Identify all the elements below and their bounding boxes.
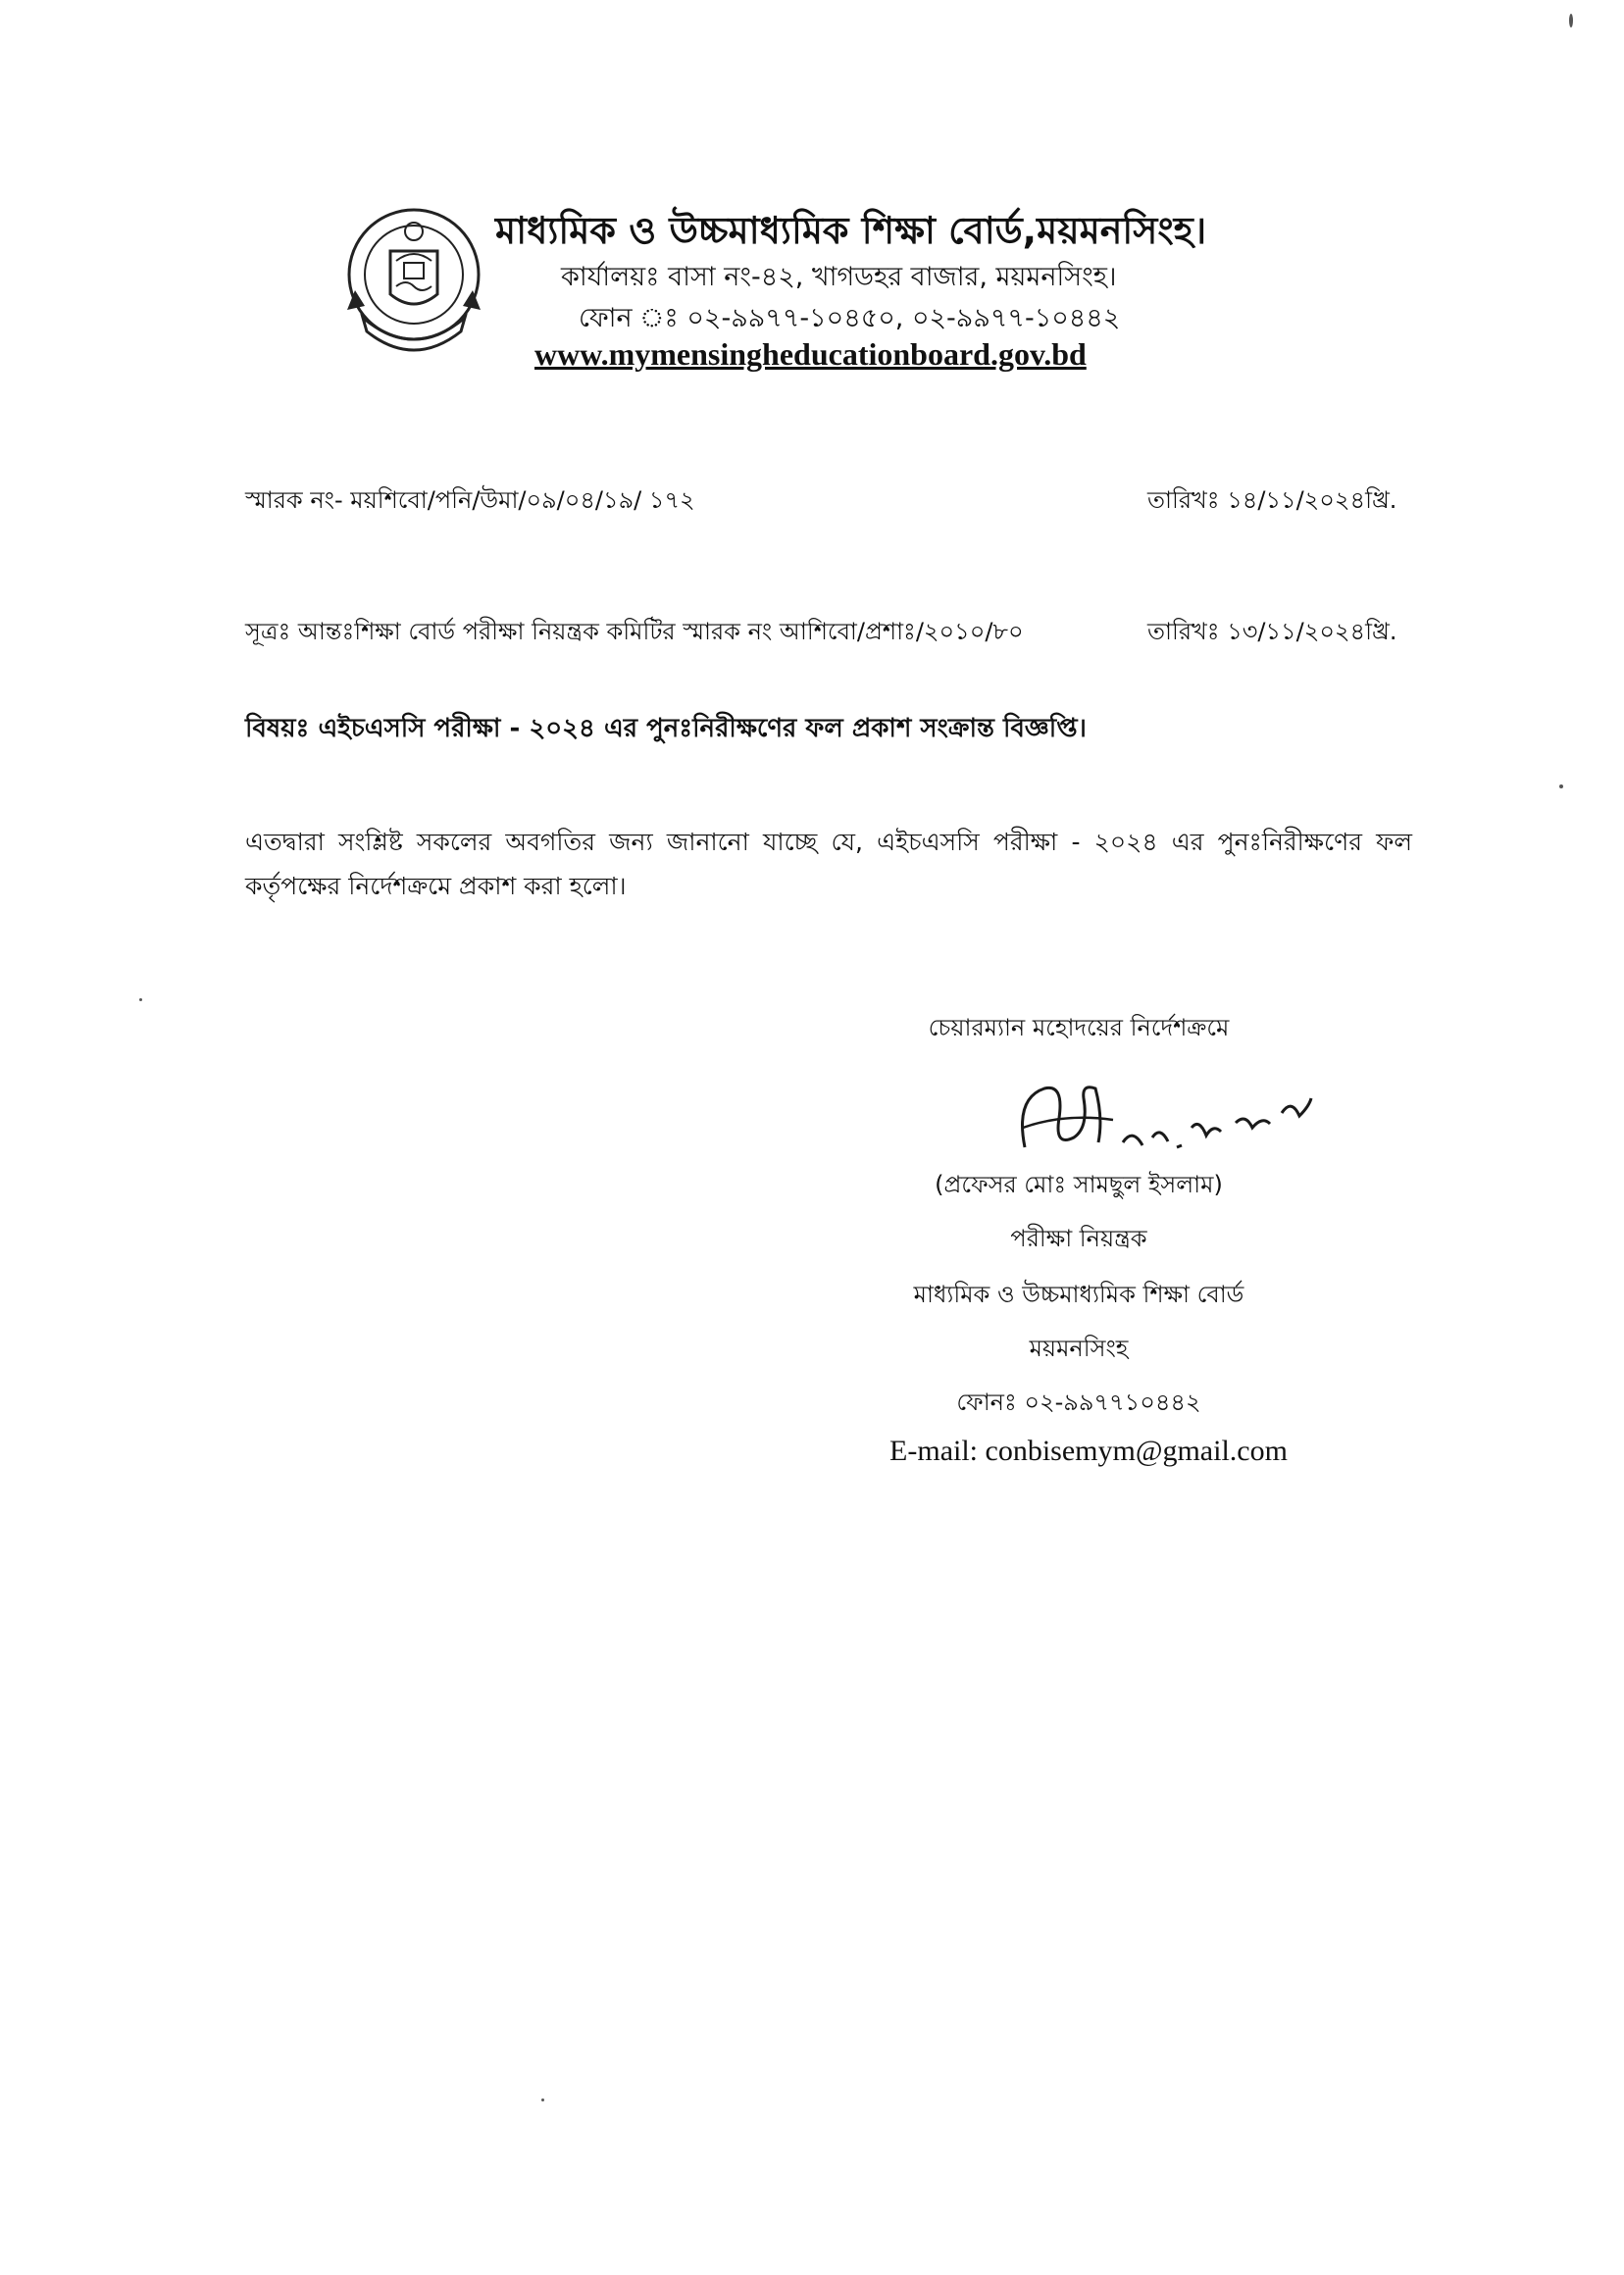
reference-text: সূত্রঃ আন্তঃশিক্ষা বোর্ড পরীক্ষা নিয়ন্ত্রক কমিটির স্মারক নং আশিবো/প্রশাঃ/২০১০/৮০ bbox=[245, 618, 1024, 645]
scan-speck bbox=[1569, 14, 1573, 27]
scan-speck bbox=[139, 998, 142, 1001]
reference-date: তারিখঃ ১৩/১১/২০২৪খ্রি. bbox=[1147, 618, 1397, 645]
scan-speck bbox=[541, 2098, 544, 2101]
subject-line: বিষয়ঃ এইচএসসি পরীক্ষা - ২০২৪ এর পুনঃনিরীক্ষণের ফল প্রকাশ সংক্রান্ত বিজ্ঞপ্তি। bbox=[245, 714, 1087, 743]
office-address: কার্যালয়ঃ বাসা নং-৪২, খাগডহর বাজার, ময়মনসিংহ। bbox=[561, 262, 1117, 292]
scan-speck bbox=[1559, 784, 1563, 788]
signatory-city: ময়মনসিংহ bbox=[1029, 1335, 1129, 1362]
handwritten-signature bbox=[1005, 1059, 1329, 1177]
signatory-board: মাধ্যমিক ও উচ্চমাধ্যমিক শিক্ষা বোর্ড bbox=[913, 1281, 1244, 1308]
signatory-designation: পরীক্ষা নিয়ন্ত্রক bbox=[1010, 1225, 1147, 1252]
board-name: মাধ্যমিক ও উচ্চমাধ্যমিক শিক্ষা বোর্ড,ময়মনসিংহ। bbox=[495, 209, 1207, 252]
office-phone: ফোন ঃ ০২-৯৯৭৭-১০৪৫০, ০২-৯৯৭৭-১০৪৪২ bbox=[579, 303, 1121, 333]
website-link[interactable]: www.mymensingheducationboard.gov.bd bbox=[534, 336, 1087, 372]
notice-body: এতদ্বারা সংশ্লিষ্ট সকলের অবগতির জন্য জানানো যাচ্ছে যে, এইচএসসি পরীক্ষা - ২০২৪ এর পুনঃনিরীক্ষণের ফল কর্তৃপক্ষের নির্দেশক্রমে প্রকাশ করা হলো। bbox=[245, 828, 1412, 900]
memo-date: তারিখঃ ১৪/১১/২০২৪খ্রি. bbox=[1147, 486, 1397, 514]
board-logo bbox=[341, 192, 486, 369]
by-order-line: চেয়ারম্যান মহোদয়ের নির্দেশক্রমে bbox=[928, 1014, 1230, 1041]
signatory-phone: ফোনঃ ০২-৯৯৭৭১০৪৪২ bbox=[956, 1389, 1201, 1416]
signatory-name: (প্রফেসর মোঃ সামছুল ইসলাম) bbox=[935, 1171, 1223, 1198]
signatory-email[interactable]: E-mail: conbisemym@gmail.com bbox=[889, 1435, 1288, 1467]
memo-number: স্মারক নং- ময়শিবো/পনি/উমা/০৯/০৪/১৯/ ১৭২ bbox=[245, 486, 695, 514]
